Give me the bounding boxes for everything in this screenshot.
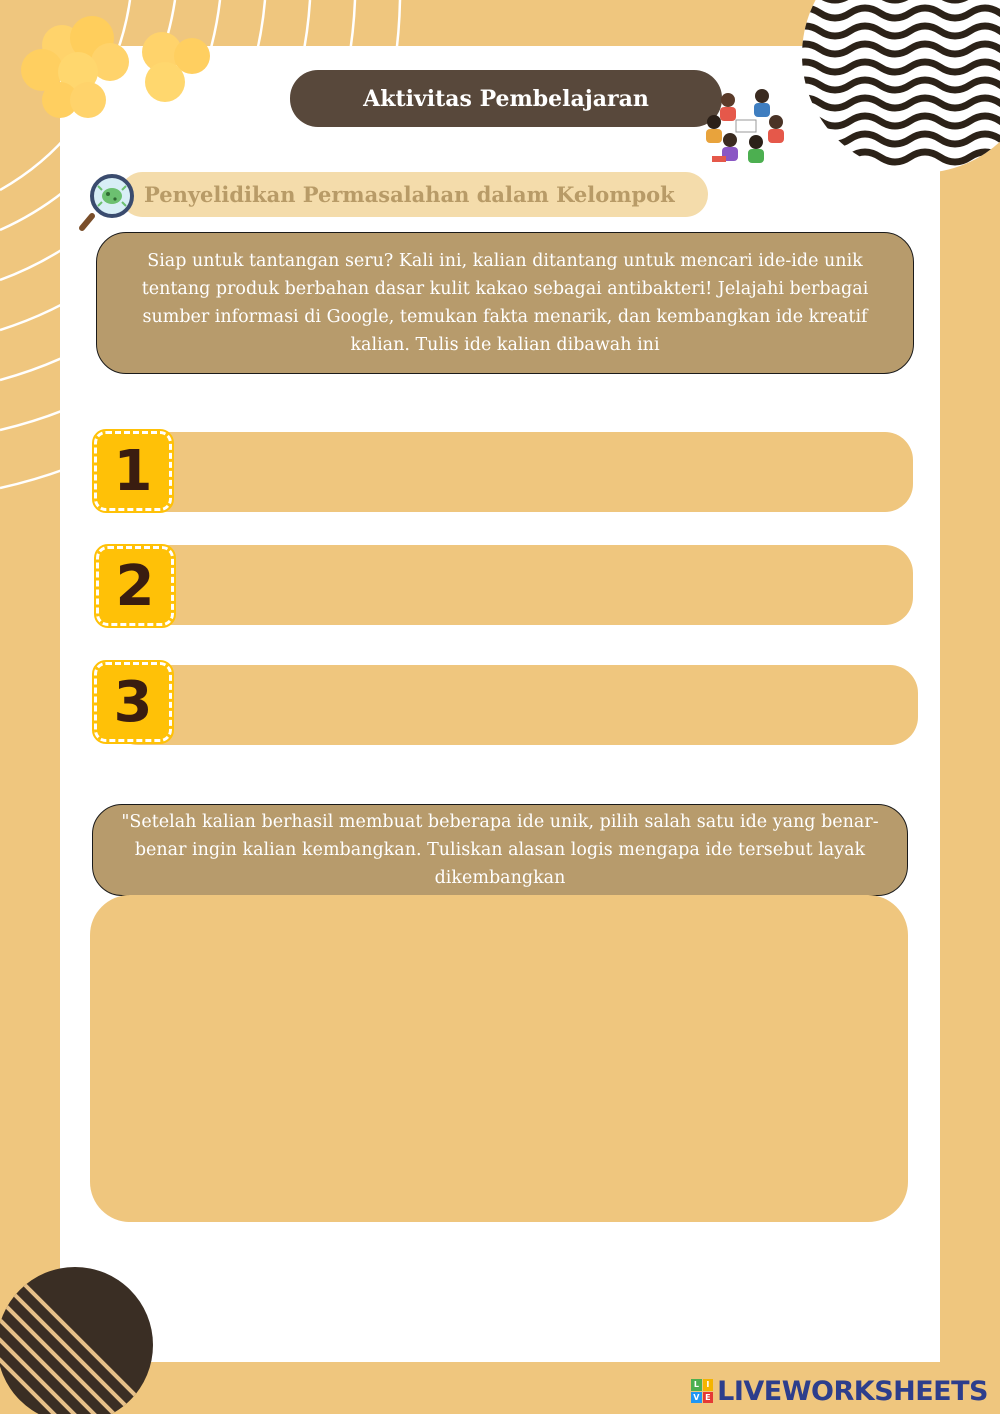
idea-answer-field-2[interactable] [110,545,913,625]
instruction-text: Siap untuk tantangan seru? Kali ini, kalian ditantang untuk mencari ide-ide unik tentang produk berbahan dasar kulit kakao sebagai antibakteri! Jelajahi berbagai sumber informasi di Google, temukan fakta menarik, dan kembangkan ide kreatif kalian. Tulis ide kalian dibawah ini [141,251,869,355]
magnifier-bacteria-icon [74,172,138,236]
section-title [120,172,708,217]
idea-answer-field-1[interactable] [110,432,913,512]
brand-mark-icon: L I V E [691,1379,713,1403]
instruction-text-2: "Setelah kalian berhasil membuat beberapa ide unik, pilih salah satu ide yang benar-benar ingin kalian kembangkan. Tuliskan alasan logis mengapa ide tersebut layak dikembangkan [121,812,879,888]
instruction-box-2 [92,804,908,896]
number-badge-1: 1 [94,431,172,511]
number-badge-3: 3 [94,662,172,742]
page-title: Aktivitas Pembelajaran [290,70,722,127]
students-group-illustration [700,80,790,168]
instruction-box [96,232,914,374]
striped-circle-decoration [0,1260,170,1414]
number-badge-2: 2 [96,546,174,626]
wavy-circle-decoration [790,0,1000,190]
liveworksheets-logo [691,1374,988,1408]
idea-answer-field-3[interactable] [110,665,918,745]
brand-name: LIVEWORKSHEETS [717,1375,988,1407]
yellow-dots-decoration [21,16,210,118]
section-title-text: Penyelidikan Permasalahan dalam Kelompok [144,182,675,207]
reason-answer-field[interactable] [90,895,908,1222]
